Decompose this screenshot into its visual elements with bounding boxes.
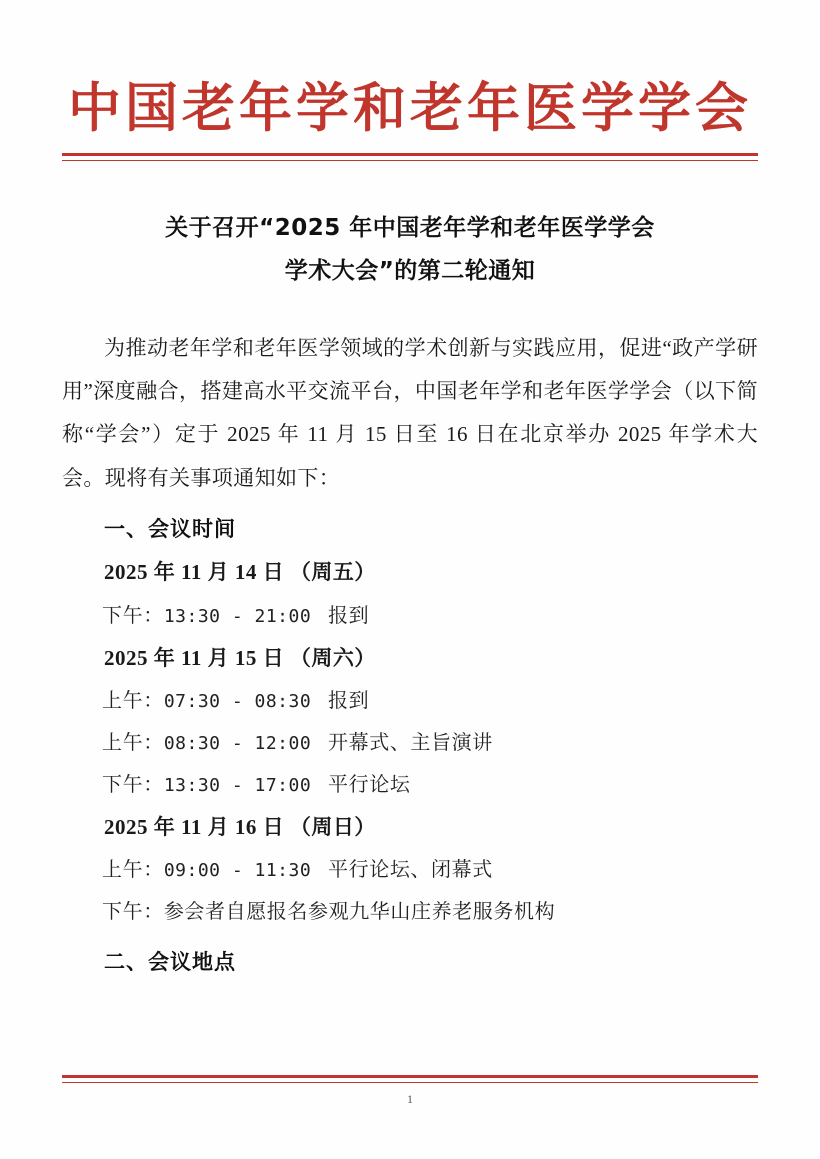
schedule-period: 上午： (102, 731, 164, 754)
meeting-day-date: 2025 年 11 月 16 日 （周日） (104, 814, 376, 839)
schedule-period: 下午： (102, 604, 164, 627)
footer-rule-thin (62, 1082, 758, 1084)
schedule-period: 下午： (102, 900, 164, 923)
schedule-item (62, 722, 758, 764)
page-title-line-2: 学术大会”的第二轮通知 (284, 257, 536, 284)
schedule-time: 08:30 - 12:00 (163, 732, 312, 754)
section-heading-meeting-location: 二、会议地点 (104, 949, 236, 974)
schedule-item (62, 849, 758, 891)
schedule-period: 上午： (102, 858, 164, 881)
section-heading-meeting-time: 一、会议时间 (104, 517, 236, 542)
page-number: 1 (407, 1092, 413, 1106)
letterhead-rule-thin (62, 160, 758, 162)
schedule-time: 13:30 - 17:00 (163, 774, 312, 796)
schedule-time: 09:00 - 11:30 (163, 859, 312, 881)
schedule-activity: 平行论坛、闭幕式 (328, 858, 493, 881)
schedule-activity: 报到 (328, 689, 370, 712)
letterhead (62, 0, 758, 161)
schedule-time: 13:30 - 21:00 (163, 605, 312, 627)
organization-name: 中国老年学和老年医学学会 (68, 77, 752, 139)
meeting-day-date: 2025 年 11 月 15 日 （周六） (104, 645, 376, 670)
meeting-day-date: 2025 年 11 月 14 日 （周五） (104, 560, 376, 585)
schedule-time: 07:30 - 08:30 (163, 690, 312, 712)
document-body (62, 327, 758, 984)
schedule-item (62, 764, 758, 806)
letterhead-rules (62, 153, 758, 162)
intro-paragraph: 为推动老年学和老年医学领域的学术创新与实践应用，促进“政产学研用”深度融合，搭建高水平交流平台，中国老年学和老年医学学会（以下简称“学会”）定于 2025 年 11 月 15 日至 16 日在北京举办 2025 年学术大会。现将有关事项通知如下： (62, 335, 758, 490)
schedule-item (62, 595, 758, 637)
schedule-period: 下午： (102, 773, 164, 796)
page-title-line-1: 关于召开“2025 年中国老年学和老年医学学会 (165, 215, 655, 242)
page-footer (62, 1075, 758, 1108)
schedule-activity: 报到 (328, 604, 370, 627)
schedule-period: 上午： (102, 689, 164, 712)
schedule-activity: 平行论坛 (328, 773, 411, 796)
page-title (62, 207, 758, 292)
schedule-item (62, 891, 758, 933)
schedule-activity: 参会者自愿报名参观九华山庄养老服务机构 (163, 900, 556, 923)
schedule-item (62, 680, 758, 722)
schedule-activity: 开幕式、主旨演讲 (328, 731, 493, 754)
